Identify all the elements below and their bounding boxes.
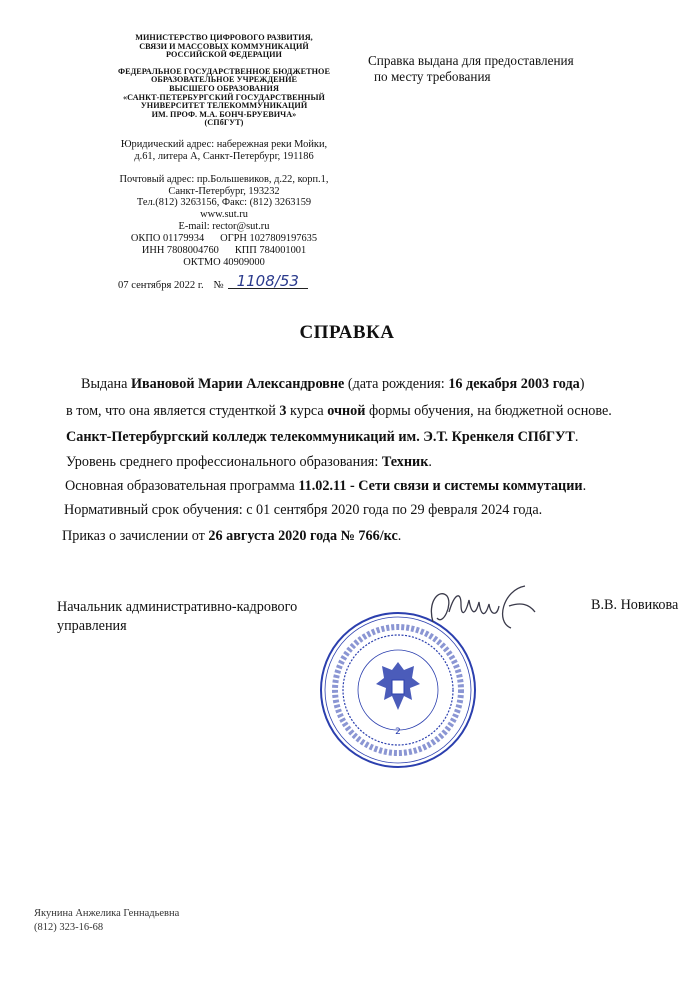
institution-line: ОБРАЗОВАТЕЛЬНОЕ УЧРЕЖДЕНИЕ — [150, 75, 297, 85]
executor-info — [34, 907, 179, 934]
institution-line: ФЕДЕРАЛЬНОЕ ГОСУДАРСТВЕННОЕ БЮДЖЕТНОЕ — [118, 66, 330, 76]
body-line-order — [62, 528, 401, 545]
text: ) — [579, 376, 585, 392]
program-name: 11.02.11 - Сети связи и системы коммутации — [298, 478, 583, 494]
ministry-line: СВЯЗИ И МАССОВЫХ КОММУНИКАЦИЙ — [139, 41, 309, 51]
text: Основная образовательная программа — [65, 478, 299, 494]
institution-line: (СПбГУТ) — [204, 118, 244, 128]
text: в том, что она является студенткой — [66, 403, 280, 419]
ministry-line: РОССИЙСКОЙ ФЕДЕРАЦИИ — [166, 50, 282, 60]
course-number: 3 — [279, 403, 287, 419]
body-line-issued-to — [81, 376, 584, 393]
signer-name: В.В. Новикова — [591, 597, 679, 613]
stamp-number: 2 — [395, 727, 401, 737]
postal-address-line: Санкт-Петербург, 193232 — [168, 185, 280, 197]
study-form: очной — [327, 403, 366, 419]
issue-line — [118, 272, 308, 291]
executor-phone: (812) 323-16-68 — [34, 921, 104, 933]
position-line: управления — [57, 618, 127, 635]
okpo: ОКПО 01179934 — [130, 233, 205, 245]
document-title: СПРАВКА — [299, 322, 395, 343]
institution-line: ИМ. ПРОФ. М.А. БОНЧ-БРУЕВИЧА» — [151, 109, 297, 119]
document-number: 1108/53 — [228, 274, 308, 289]
text: Выдана — [81, 376, 131, 392]
purpose-line: Справка выдана для предоставления — [368, 53, 574, 68]
website: www.sut.ru — [200, 209, 248, 221]
signatory-position — [57, 598, 297, 636]
oktmo: ОКТМО 40909000 — [183, 256, 265, 268]
inn: ИНН 7808004760 — [141, 244, 219, 256]
student-name: Ивановой Марии Александровне — [130, 376, 345, 392]
text: . — [574, 429, 579, 445]
purpose-line: по месту требования — [374, 68, 491, 84]
text: (дата рождения: — [344, 376, 449, 392]
kpp: КПП 784001001 — [234, 244, 307, 256]
ministry-line: МИНИСТЕРСТВО ЦИФРОВОГО РАЗВИТИЯ, — [135, 33, 313, 42]
text: . — [582, 478, 587, 494]
body-line-term: Нормативный срок обучения: с 01 сентября 2020 года по 29 февраля 2024 года. — [64, 502, 543, 518]
ogrn: ОГРН 1027809197635 — [220, 233, 318, 245]
letterhead-contacts — [104, 139, 344, 269]
text: . — [428, 454, 432, 470]
number-label: № — [213, 280, 224, 291]
registration-row — [104, 245, 344, 257]
date-of-birth: 16 декабря 2003 года — [448, 376, 580, 392]
text: . — [397, 528, 402, 544]
text: Приказ о зачислении от — [62, 528, 209, 544]
institution-line: «САНКТ-ПЕТЕРБУРГСКИЙ ГОСУДАРСТВЕННЫЙ — [123, 92, 325, 102]
issue-date: 07 сентября 2022 г. — [118, 280, 204, 291]
text: курса — [286, 403, 328, 419]
position-line: Начальник административно-кадрового — [57, 599, 298, 615]
college-name: Санкт-Петербургский колледж телекоммуникаций им. Э.Т. Кренкеля СПбГУТ — [66, 429, 575, 445]
phone-fax: Тел.(812) 3263156, Факс: (812) 3263159 — [136, 197, 312, 209]
purpose-note — [368, 53, 574, 84]
institution-line: УНИВЕРСИТЕТ ТЕЛЕКОММУНИКАЦИЙ — [140, 101, 308, 111]
body-line-program — [65, 478, 586, 495]
eagle-emblem-icon — [376, 662, 420, 710]
body-line-level — [66, 454, 432, 471]
text: Уровень среднего профессионального образования: — [66, 454, 382, 470]
text: формы обучения, на бюджетной основе. — [365, 403, 612, 419]
email: E-mail: rector@sut.ru — [178, 221, 270, 233]
enrollment-order: 26 августа 2020 года № 766/кс — [208, 528, 398, 544]
legal-address-line: Юридический адрес: набережная реки Мойки, — [120, 139, 328, 150]
executor-name: Якунина Анжелика Геннадьевна — [34, 908, 180, 919]
postal-address-line: Почтовый адрес: пр.Большевиков, д.22, корп.1, — [119, 173, 329, 185]
body-line-college — [66, 429, 578, 446]
body-line-status — [66, 403, 612, 420]
signature-icon — [425, 582, 555, 637]
institution-line: ВЫСШЕГО ОБРАЗОВАНИЯ — [169, 84, 279, 94]
legal-address-line: д.61, литера А, Санкт-Петербург, 191186 — [134, 150, 314, 162]
qualification-level: Техник — [381, 454, 429, 470]
registration-row — [104, 233, 344, 245]
letterhead-organization — [104, 34, 344, 128]
